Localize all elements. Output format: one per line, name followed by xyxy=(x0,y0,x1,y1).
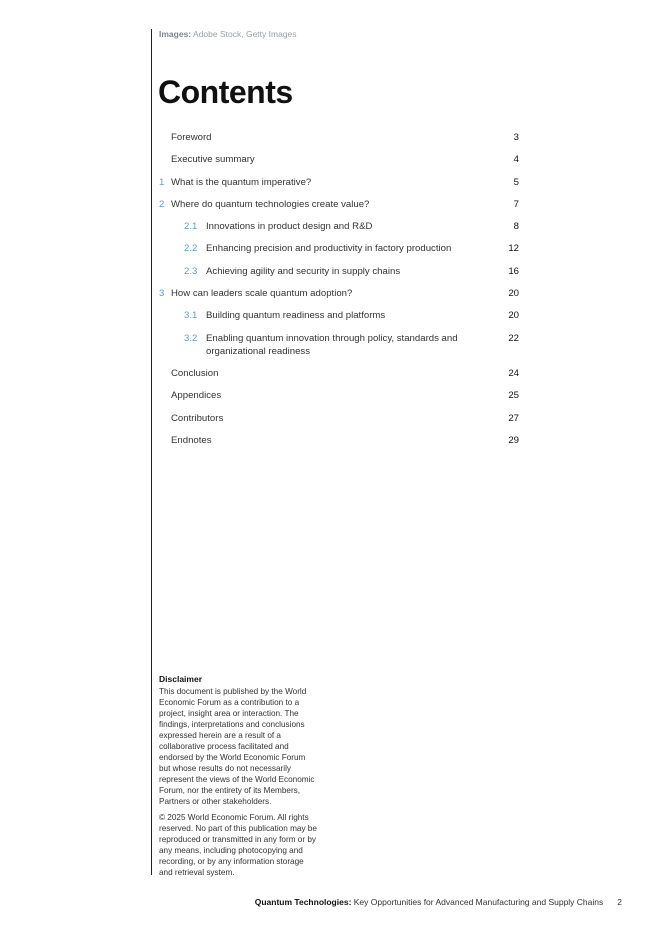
toc-number: 3.1 xyxy=(184,310,198,322)
toc-entry-section-3-1[interactable] xyxy=(159,309,519,322)
footer-page-number: 2 xyxy=(617,897,622,907)
toc-entry-section-2[interactable] xyxy=(159,198,519,211)
table-of-contents xyxy=(159,131,519,456)
toc-number: 2 xyxy=(159,198,165,210)
toc-label: Appendices xyxy=(171,390,222,402)
toc-label: Enhancing precision and productivity in factory production xyxy=(206,243,452,255)
page-title: Contents xyxy=(158,74,293,110)
image-credits-label: Images: xyxy=(159,29,192,39)
toc-page: 24 xyxy=(508,367,519,379)
disclaimer xyxy=(159,674,319,883)
toc-page: 12 xyxy=(508,243,519,255)
toc-page: 16 xyxy=(508,265,519,277)
toc-page: 27 xyxy=(508,412,519,424)
toc-label: Executive summary xyxy=(171,154,255,166)
toc-page: 22 xyxy=(508,332,519,344)
toc-number: 2.2 xyxy=(184,243,198,255)
toc-label: Conclusion xyxy=(171,367,219,379)
toc-label: Endnotes xyxy=(171,434,212,446)
toc-label: Where do quantum technologies create value? xyxy=(171,198,370,210)
toc-label: Contributors xyxy=(171,412,224,424)
toc-label: How can leaders scale quantum adoption? xyxy=(171,288,353,300)
disclaimer-heading: Disclaimer xyxy=(159,674,202,684)
toc-entry-section-2-2[interactable] xyxy=(159,242,519,255)
toc-entry-section-2-1[interactable] xyxy=(159,220,519,233)
toc-page: 4 xyxy=(513,154,519,166)
toc-number: 3 xyxy=(159,288,165,300)
image-credits xyxy=(159,29,297,39)
page-footer xyxy=(255,897,622,907)
toc-label: Innovations in product design and R&D xyxy=(206,221,373,233)
toc-number: 1 xyxy=(159,176,165,188)
toc-label: Enabling quantum innovation through policy, standards and organizational readiness xyxy=(206,332,458,357)
toc-page: 5 xyxy=(513,176,519,188)
footer-title-bold: Quantum Technologies: xyxy=(254,897,352,907)
toc-label: Foreword xyxy=(171,132,212,143)
toc-page: 20 xyxy=(508,288,519,300)
toc-entry-section-1[interactable] xyxy=(159,176,519,189)
disclaimer-text: This document is published by the World Economic Forum as a contribution to a project, insight area or interaction. The findings, interpretations and conclusions expressed herein are a result of a collaborative process facilitated and endorsed by the World Economic Forum but whose results do not necessarily represent the views of the World Economic Forum, nor the entirety of its Members, Partners or other stakeholders. xyxy=(159,687,315,806)
toc-number: 2.3 xyxy=(184,265,198,277)
toc-page: 7 xyxy=(513,198,519,210)
image-credits-text: Adobe Stock, Getty Images xyxy=(193,29,297,39)
toc-entry-conclusion[interactable] xyxy=(159,367,519,380)
toc-entry-section-2-3[interactable] xyxy=(159,265,519,278)
toc-label: Achieving agility and security in supply chains xyxy=(206,265,401,277)
toc-entry-foreword[interactable] xyxy=(159,131,519,144)
toc-page: 25 xyxy=(508,390,519,402)
copyright-text: © 2025 World Economic Forum. All rights reserved. No part of this publication may be reproduced or transmitted in any form or by any means, including photocopying and recording, or by any information storage and retrieval system. xyxy=(159,813,317,877)
toc-entry-section-3[interactable] xyxy=(159,287,519,300)
footer-title-rest: Key Opportunities for Advanced Manufacturing and Supply Chains xyxy=(351,897,604,907)
toc-page: 3 xyxy=(513,132,519,143)
toc-entry-appendices[interactable] xyxy=(159,389,519,402)
toc-label: What is the quantum imperative? xyxy=(171,176,312,188)
toc-number: 2.1 xyxy=(184,221,198,233)
toc-label: Building quantum readiness and platforms xyxy=(206,310,386,322)
toc-entry-endnotes[interactable] xyxy=(159,434,519,447)
toc-page: 8 xyxy=(513,221,519,233)
footer-title xyxy=(255,897,604,907)
margin-rule xyxy=(151,29,152,875)
toc-entry-executive-summary[interactable] xyxy=(159,153,519,166)
toc-page: 20 xyxy=(508,310,519,322)
toc-entry-contributors[interactable] xyxy=(159,412,519,425)
toc-number: 3.2 xyxy=(184,332,198,344)
toc-entry-section-3-2[interactable] xyxy=(159,332,519,358)
toc-page: 29 xyxy=(508,434,519,446)
